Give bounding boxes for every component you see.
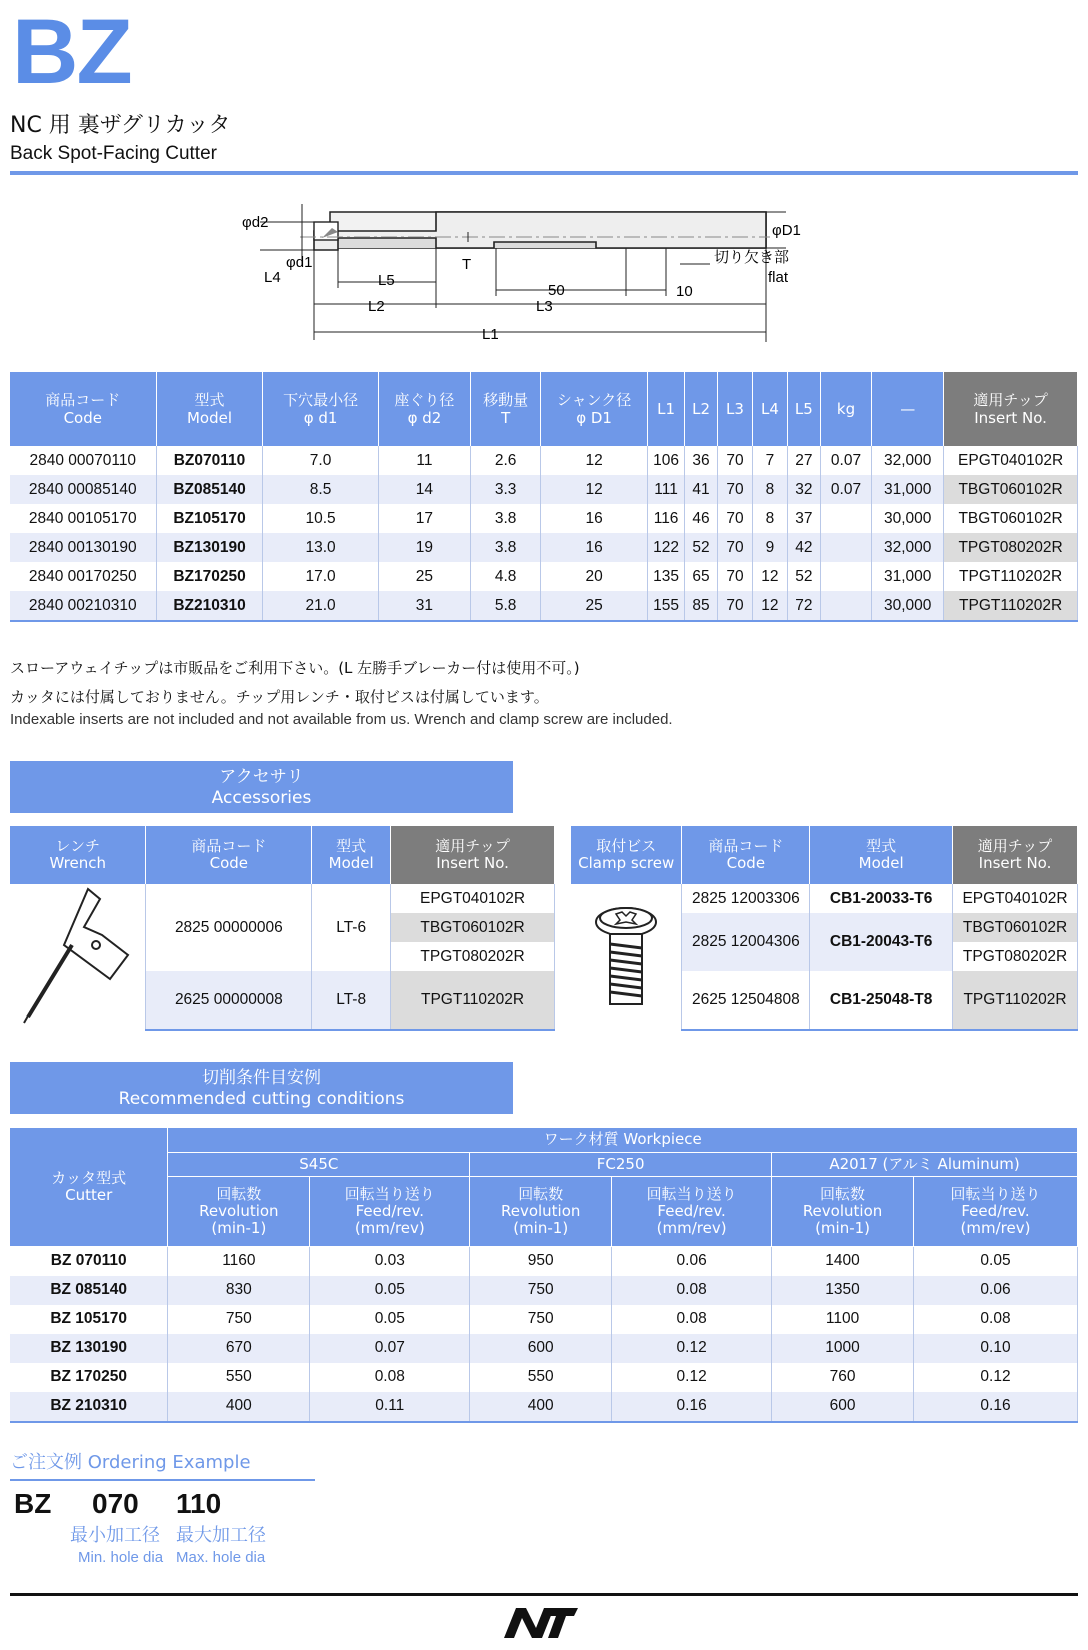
cutting-value-cell: 0.05	[914, 1246, 1078, 1276]
subtitle-japanese: NC 用 裏ザグリカッタ	[10, 113, 231, 138]
screw-model-1: CB1-20033-T6	[810, 884, 953, 913]
dim-label-l1: L1	[482, 326, 499, 343]
dim-label-d2: φd2	[242, 214, 269, 231]
spec-cell: 19	[378, 533, 471, 562]
spec-cell: 135	[648, 562, 685, 591]
cutting-row	[10, 1392, 1078, 1422]
spec-cell: 70	[718, 475, 753, 504]
workpiece-header: ワーク材質 Workpiece	[168, 1128, 1078, 1152]
spec-cell: 27	[787, 446, 820, 475]
spec-cell: 12	[752, 591, 787, 621]
revolution-header: 回転数 Revolution (min-1)	[772, 1176, 914, 1246]
spec-cell: 65	[685, 562, 718, 591]
wrench-model-2: LT-8	[312, 971, 391, 1030]
spec-cell: 16	[541, 533, 648, 562]
spec-cell: 3.8	[471, 504, 541, 533]
screw-code-3: 2625 12504808	[682, 971, 810, 1030]
order-max-label-en: Max. hole dia	[176, 1549, 266, 1566]
screw-insert: TPGT110202R	[953, 971, 1078, 1030]
subtitle-english: Back Spot-Facing Cutter	[10, 143, 217, 164]
spec-cell: 2840 00130190	[10, 533, 156, 562]
feed-header: 回転当り送り Feed/rev. (mm/rev)	[914, 1176, 1078, 1246]
header-divider	[10, 171, 1078, 175]
screw-model-3: CB1-25048-T8	[810, 971, 953, 1030]
spec-cell: 25	[541, 591, 648, 621]
wrench-icon	[18, 885, 138, 1025]
spec-cell	[820, 591, 871, 621]
cutting-value-cell: 400	[470, 1392, 612, 1422]
wrench-insert: EPGT040102R	[391, 884, 555, 913]
material-header: S45C	[168, 1152, 470, 1176]
spec-cell: 21.0	[263, 591, 378, 621]
cutting-value-cell: 1350	[772, 1276, 914, 1305]
cutting-value-cell: 0.08	[612, 1276, 772, 1305]
spec-cell: 17.0	[263, 562, 378, 591]
spec-cell: 8	[752, 504, 787, 533]
spec-cell: 17	[378, 504, 471, 533]
accessories-banner-jp: アクセサリ	[219, 767, 304, 787]
spec-cell: 16	[541, 504, 648, 533]
screw-code-2: 2825 12004306	[682, 913, 810, 971]
spec-cell: 8	[752, 475, 787, 504]
cutting-value-cell: 950	[470, 1246, 612, 1276]
spec-cell: 2840 00210310	[10, 591, 156, 621]
cutting-conditions-banner	[10, 1062, 513, 1114]
spec-cell: EPGT040102R	[944, 446, 1078, 475]
spec-cell: BZ105170	[156, 504, 263, 533]
cutting-value-cell: 750	[470, 1305, 612, 1334]
feed-header: 回転当り送り Feed/rev. (mm/rev)	[310, 1176, 470, 1246]
spec-header-cell: 型式 Model	[156, 372, 263, 446]
screw-insert: TPGT080202R	[953, 942, 1078, 971]
spec-cell: 25	[378, 562, 471, 591]
spec-cell: TPGT110202R	[944, 562, 1078, 591]
spec-cell: 7	[752, 446, 787, 475]
cutting-row	[10, 1305, 1078, 1334]
cutter-model-cell: BZ 130190	[10, 1334, 168, 1363]
spec-cell: TBGT060102R	[944, 504, 1078, 533]
flat-label-jp: 切り欠き部	[714, 248, 790, 266]
spec-cell: 72	[787, 591, 820, 621]
cutting-value-cell: 0.06	[612, 1246, 772, 1276]
cutter-dimension-drawing	[240, 192, 830, 364]
spec-cell: 30,000	[872, 504, 944, 533]
spec-cell: 85	[685, 591, 718, 621]
cutting-row	[10, 1276, 1078, 1305]
spec-cell: 111	[648, 475, 685, 504]
dim-label-10: 10	[676, 283, 693, 300]
spec-cell: 52	[685, 533, 718, 562]
spec-cell: BZ170250	[156, 562, 263, 591]
cutting-value-cell: 1160	[168, 1246, 310, 1276]
spec-cell: 30,000	[872, 591, 944, 621]
cutter-model-cell: BZ 210310	[10, 1392, 168, 1422]
cutter-model-cell: BZ 085140	[10, 1276, 168, 1305]
cutting-value-cell: 750	[168, 1305, 310, 1334]
spec-cell: 116	[648, 504, 685, 533]
spec-cell: 32,000	[872, 446, 944, 475]
screw-code-1: 2825 12003306	[682, 884, 810, 913]
spec-cell: 155	[648, 591, 685, 621]
spec-cell: 20	[541, 562, 648, 591]
specification-table	[10, 372, 1078, 622]
cutting-value-cell: 0.10	[914, 1334, 1078, 1363]
spec-header-cell: L3	[718, 372, 753, 446]
spec-cell	[820, 504, 871, 533]
cutting-value-cell: 600	[470, 1334, 612, 1363]
screw-image-cell	[571, 884, 682, 1030]
cutting-row	[10, 1246, 1078, 1276]
spec-cell: TPGT110202R	[944, 591, 1078, 621]
spec-cell: 70	[718, 504, 753, 533]
clamp-screw-icon	[586, 900, 666, 1010]
wrench-insert: TPGT080202R	[391, 942, 555, 971]
cutter-model-cell: BZ 105170	[10, 1305, 168, 1334]
spec-header-cell: 適用チップ Insert No.	[944, 372, 1078, 446]
spec-cell: BZ085140	[156, 475, 263, 504]
screw-insert: TBGT060102R	[953, 913, 1078, 942]
spec-cell: 70	[718, 446, 753, 475]
screw-model-2: CB1-20043-T6	[810, 913, 953, 971]
spec-cell: 31,000	[872, 475, 944, 504]
spec-cell	[820, 533, 871, 562]
cutting-value-cell: 0.05	[310, 1305, 470, 1334]
product-series-title: BZ	[12, 1, 131, 103]
ordering-divider	[10, 1479, 315, 1481]
note-english: Indexable inserts are not included and not available from us. Wrench and clamp screw are included.	[10, 711, 673, 728]
cutting-value-cell: 0.12	[612, 1363, 772, 1392]
dim-label-l2: L2	[368, 298, 385, 315]
wrench-code-2: 2625 00000008	[146, 971, 312, 1030]
clamp-screw-table: 取付ビス Clamp screw 商品コード Code 型式 Model 適用チップ Insert No. 2825 12003306 CB1-20033-T6 EPGT040102R 2825 12004306 CB1-20043-T6 TBGT060102R TPGT080202R 2625 12504808 CB1-25048-T8 TPGT110202R	[571, 826, 1078, 1031]
spec-cell: BZ210310	[156, 591, 263, 621]
note-inserts-jp: スローアウェイチップは市販品をご利用下さい。(L 左勝手ブレーカー付は使用不可。)	[10, 659, 580, 677]
flat-label-en: flat	[768, 269, 789, 286]
revolution-header: 回転数 Revolution (min-1)	[470, 1176, 612, 1246]
dim-label-50: 50	[548, 282, 565, 299]
spec-cell: 37	[787, 504, 820, 533]
wrench-table: レンチ Wrench 商品コード Code 型式 Model 適用チップ Insert No. 2825 00000006 LT-6 EPGT040102R TBGT060102R TPGT080202R 2625 00000008 LT-8 TPGT110202R	[10, 826, 555, 1031]
spec-cell: 12	[541, 475, 648, 504]
spec-cell: 70	[718, 562, 753, 591]
cutting-value-cell: 1000	[772, 1334, 914, 1363]
feed-header: 回転当り送り Feed/rev. (mm/rev)	[612, 1176, 772, 1246]
cutting-value-cell: 550	[470, 1363, 612, 1392]
cutting-value-cell: 0.08	[914, 1305, 1078, 1334]
spec-cell: 52	[787, 562, 820, 591]
spec-cell: 2840 00070110	[10, 446, 156, 475]
cutting-value-cell: 1400	[772, 1246, 914, 1276]
cutting-value-cell: 0.08	[612, 1305, 772, 1334]
spec-cell: 70	[718, 591, 753, 621]
spec-cell: 3.8	[471, 533, 541, 562]
cutting-value-cell: 0.12	[612, 1334, 772, 1363]
dim-label-d1: φd1	[286, 254, 313, 271]
spec-cell: 7.0	[263, 446, 378, 475]
spec-header-cell: L2	[685, 372, 718, 446]
dim-label-l5: L5	[378, 272, 395, 289]
spec-header-cell: 下穴最小径 φ d1	[263, 372, 378, 446]
spec-cell: 31	[378, 591, 471, 621]
spec-row	[10, 562, 1078, 591]
screw-insert: EPGT040102R	[953, 884, 1078, 913]
spec-cell: 3.3	[471, 475, 541, 504]
order-code-series: BZ	[14, 1488, 52, 1519]
accessories-banner-en: Accessories	[211, 788, 312, 808]
spec-header-cell: kg	[820, 372, 871, 446]
spec-cell: 0.07	[820, 475, 871, 504]
cutting-value-cell: 0.05	[310, 1276, 470, 1305]
spec-cell: BZ130190	[156, 533, 263, 562]
spec-cell: 32	[787, 475, 820, 504]
footer-divider	[10, 1593, 1078, 1596]
spec-cell: 31,000	[872, 562, 944, 591]
spec-header-cell: 座ぐり径 φ d2	[378, 372, 471, 446]
cutting-value-cell: 0.11	[310, 1392, 470, 1422]
wrench-insert: TBGT060102R	[391, 913, 555, 942]
spec-cell: 36	[685, 446, 718, 475]
cutting-value-cell: 670	[168, 1334, 310, 1363]
spec-header-cell: —	[872, 372, 944, 446]
spec-cell: 12	[752, 562, 787, 591]
cutting-value-cell: 830	[168, 1276, 310, 1305]
spec-cell	[820, 562, 871, 591]
spec-cell: 9	[752, 533, 787, 562]
dim-label-l3: L3	[536, 298, 553, 315]
spec-cell: 0.07	[820, 446, 871, 475]
spec-cell: 2840 00105170	[10, 504, 156, 533]
spec-header-cell: L5	[787, 372, 820, 446]
order-code-min: 070	[92, 1488, 139, 1519]
spec-cell: 13.0	[263, 533, 378, 562]
cutting-row	[10, 1334, 1078, 1363]
spec-header-cell: L4	[752, 372, 787, 446]
spec-cell: 8.5	[263, 475, 378, 504]
wrench-code-1: 2825 00000006	[146, 884, 312, 971]
spec-cell: 4.8	[471, 562, 541, 591]
cutting-value-cell: 0.12	[914, 1363, 1078, 1392]
spec-header-cell: 移動量 T	[471, 372, 541, 446]
spec-row	[10, 475, 1078, 504]
spec-cell: 10.5	[263, 504, 378, 533]
order-max-label-jp: 最大加工径	[176, 1525, 266, 1546]
cutter-header: カッタ型式 Cutter	[10, 1128, 168, 1246]
dim-label-t: T	[462, 256, 472, 273]
spec-cell: 12	[541, 446, 648, 475]
wrench-image-cell	[10, 884, 146, 1030]
dim-label-D1: φD1	[772, 222, 801, 239]
spec-cell: 70	[718, 533, 753, 562]
nt-logo	[500, 1602, 580, 1642]
cutting-value-cell: 400	[168, 1392, 310, 1422]
spec-cell: 5.8	[471, 591, 541, 621]
wrench-model-1: LT-6	[312, 884, 391, 971]
spec-cell: 2.6	[471, 446, 541, 475]
order-min-label-en: Min. hole dia	[78, 1549, 164, 1566]
spec-cell: 14	[378, 475, 471, 504]
spec-cell: TPGT080202R	[944, 533, 1078, 562]
cutter-model-cell: BZ 170250	[10, 1363, 168, 1392]
spec-header-cell: シャンク径 φ D1	[541, 372, 648, 446]
cutting-value-cell: 0.16	[914, 1392, 1078, 1422]
spec-cell: 11	[378, 446, 471, 475]
spec-cell: 122	[648, 533, 685, 562]
order-min-label-jp: 最小加工径	[70, 1525, 160, 1546]
dim-label-l4: L4	[264, 269, 281, 286]
ordering-example-title: ご注文例 Ordering Example	[10, 1452, 251, 1473]
cutting-value-cell: 1100	[772, 1305, 914, 1334]
cutting-value-cell: 600	[772, 1392, 914, 1422]
cutting-value-cell: 0.07	[310, 1334, 470, 1363]
cutting-value-cell: 750	[470, 1276, 612, 1305]
cutting-banner-en: Recommended cutting conditions	[118, 1089, 405, 1109]
spec-row	[10, 446, 1078, 475]
spec-cell: BZ070110	[156, 446, 263, 475]
cutting-value-cell: 0.03	[310, 1246, 470, 1276]
spec-cell: 41	[685, 475, 718, 504]
spec-header-cell: 商品コード Code	[10, 372, 156, 446]
spec-row	[10, 533, 1078, 562]
cutting-value-cell: 0.16	[612, 1392, 772, 1422]
spec-cell: TBGT060102R	[944, 475, 1078, 504]
spec-cell: 2840 00170250	[10, 562, 156, 591]
spec-cell: 2840 00085140	[10, 475, 156, 504]
material-header: FC250	[470, 1152, 772, 1176]
spec-cell: 46	[685, 504, 718, 533]
spec-row	[10, 504, 1078, 533]
cutting-value-cell: 550	[168, 1363, 310, 1392]
revolution-header: 回転数 Revolution (min-1)	[168, 1176, 310, 1246]
cutting-banner-jp: 切削条件目安例	[202, 1068, 321, 1088]
cutting-value-cell: 0.08	[310, 1363, 470, 1392]
spec-header-cell: L1	[648, 372, 685, 446]
cutting-value-cell: 0.06	[914, 1276, 1078, 1305]
spec-cell: 106	[648, 446, 685, 475]
cutting-value-cell: 760	[772, 1363, 914, 1392]
accessories-banner	[10, 761, 513, 813]
material-header: A2017 (アルミ Aluminum)	[772, 1152, 1078, 1176]
wrench-insert: TPGT110202R	[391, 971, 555, 1030]
cutting-conditions-table	[10, 1128, 1078, 1423]
cutter-model-cell: BZ 070110	[10, 1246, 168, 1276]
spec-cell: 32,000	[872, 533, 944, 562]
note-accessories-jp: カッタには付属しておりません。チップ用レンチ・取付ビスは付属しています。	[10, 688, 549, 706]
spec-row	[10, 591, 1078, 621]
spec-cell: 42	[787, 533, 820, 562]
cutting-row	[10, 1363, 1078, 1392]
order-code-max: 110	[176, 1488, 222, 1519]
